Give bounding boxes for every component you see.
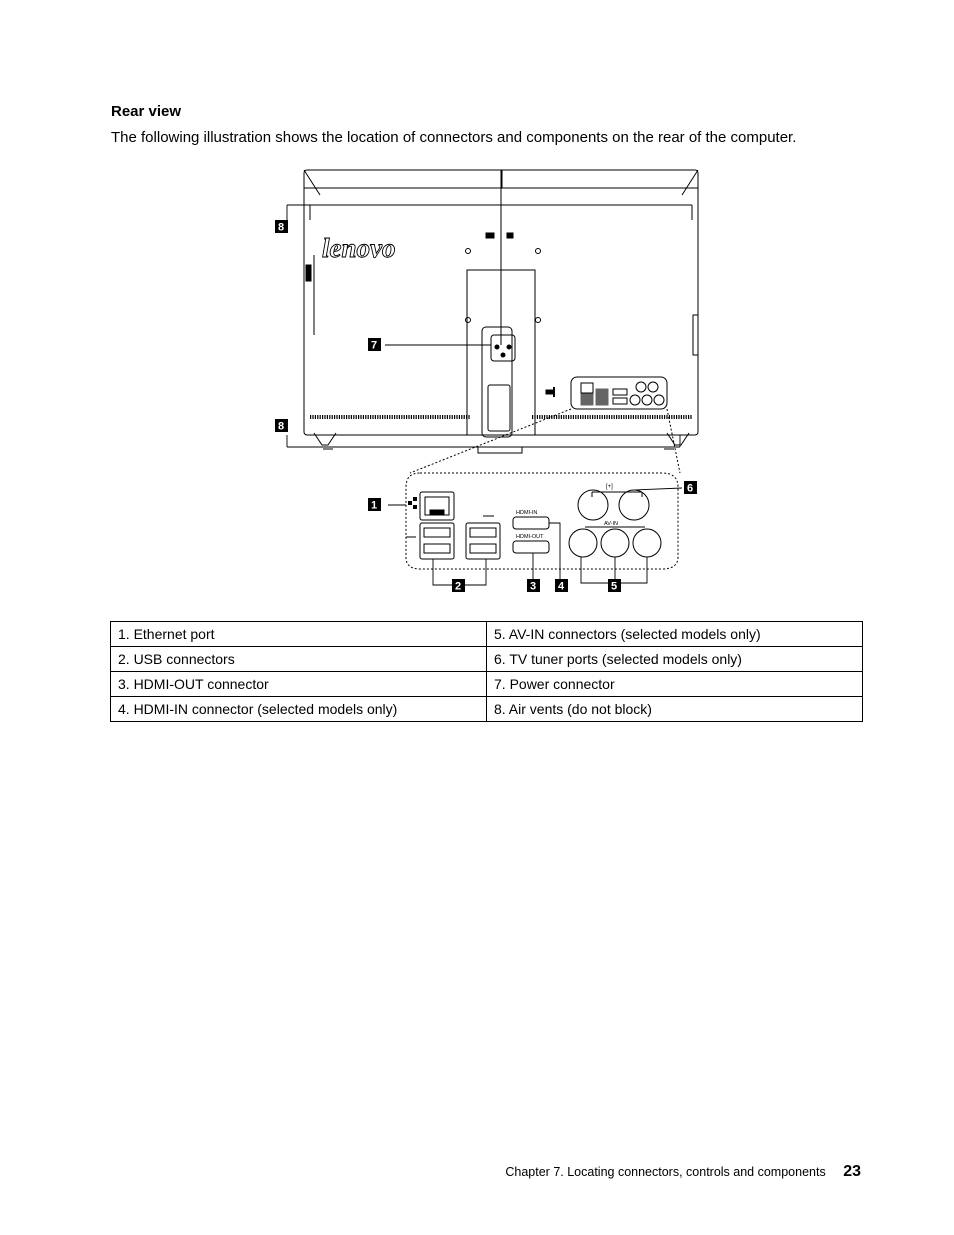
ethernet-port	[420, 492, 454, 520]
legend-cell: 5. AV-IN connectors (selected models only)	[487, 622, 863, 647]
callout-1	[368, 498, 381, 512]
callout-8-bottom	[275, 419, 288, 433]
svg-text:3: 3	[530, 580, 537, 593]
rear-view-illustration	[270, 165, 710, 605]
svg-text:HDMI-OUT: HDMI-OUT	[516, 534, 544, 540]
av-in-connectors	[569, 521, 661, 557]
svg-text:AV-IN: AV-IN	[604, 521, 618, 527]
legend-cell: 1. Ethernet port	[111, 622, 487, 647]
callout-5	[608, 579, 621, 593]
legend-cell: 8. Air vents (do not block)	[487, 697, 863, 722]
intro-paragraph: The following illustration shows the location of connectors and components on the rear of the computer.	[111, 129, 797, 146]
callout-4	[555, 579, 568, 593]
callout-7	[368, 338, 381, 352]
component-legend-table	[110, 621, 863, 722]
callout-3	[527, 579, 540, 593]
table-row	[111, 672, 863, 697]
callout-6	[684, 481, 697, 495]
svg-text:8: 8	[278, 221, 285, 234]
svg-text:2: 2	[455, 580, 462, 593]
svg-text:7: 7	[371, 339, 378, 352]
legend-cell: 6. TV tuner ports (selected models only)	[487, 647, 863, 672]
hdmi-in-port	[513, 510, 549, 529]
svg-text:5: 5	[611, 580, 618, 593]
callout-2	[452, 579, 465, 593]
usb-connectors	[420, 523, 500, 559]
lock-slot-icon	[546, 387, 554, 397]
legend-cell: 3. HDMI-OUT connector	[111, 672, 487, 697]
section-heading: Rear view	[111, 103, 182, 120]
svg-text:4: 4	[558, 580, 565, 593]
svg-text:8: 8	[278, 420, 285, 433]
ethernet-icon	[408, 497, 417, 509]
footer-chapter-title: Chapter 7. Locating connectors, controls and components	[505, 1165, 826, 1179]
svg-text:[+]: [+]	[606, 484, 613, 490]
lenovo-logo: lenovo	[322, 233, 396, 263]
svg-text:HDMI-IN: HDMI-IN	[516, 510, 538, 516]
page-number: 23	[843, 1163, 861, 1180]
table-row	[111, 697, 863, 722]
legend-cell: 4. HDMI-IN connector (selected models only)	[111, 697, 487, 722]
legend-cell: 7. Power connector	[487, 672, 863, 697]
table-row	[111, 622, 863, 647]
legend-cell: 2. USB connectors	[111, 647, 487, 672]
svg-text:1: 1	[371, 499, 378, 512]
svg-text:6: 6	[687, 482, 694, 495]
page-footer	[505, 1163, 861, 1181]
hdmi-out-port	[513, 534, 549, 553]
callout-8-top	[275, 220, 288, 234]
table-row	[111, 647, 863, 672]
